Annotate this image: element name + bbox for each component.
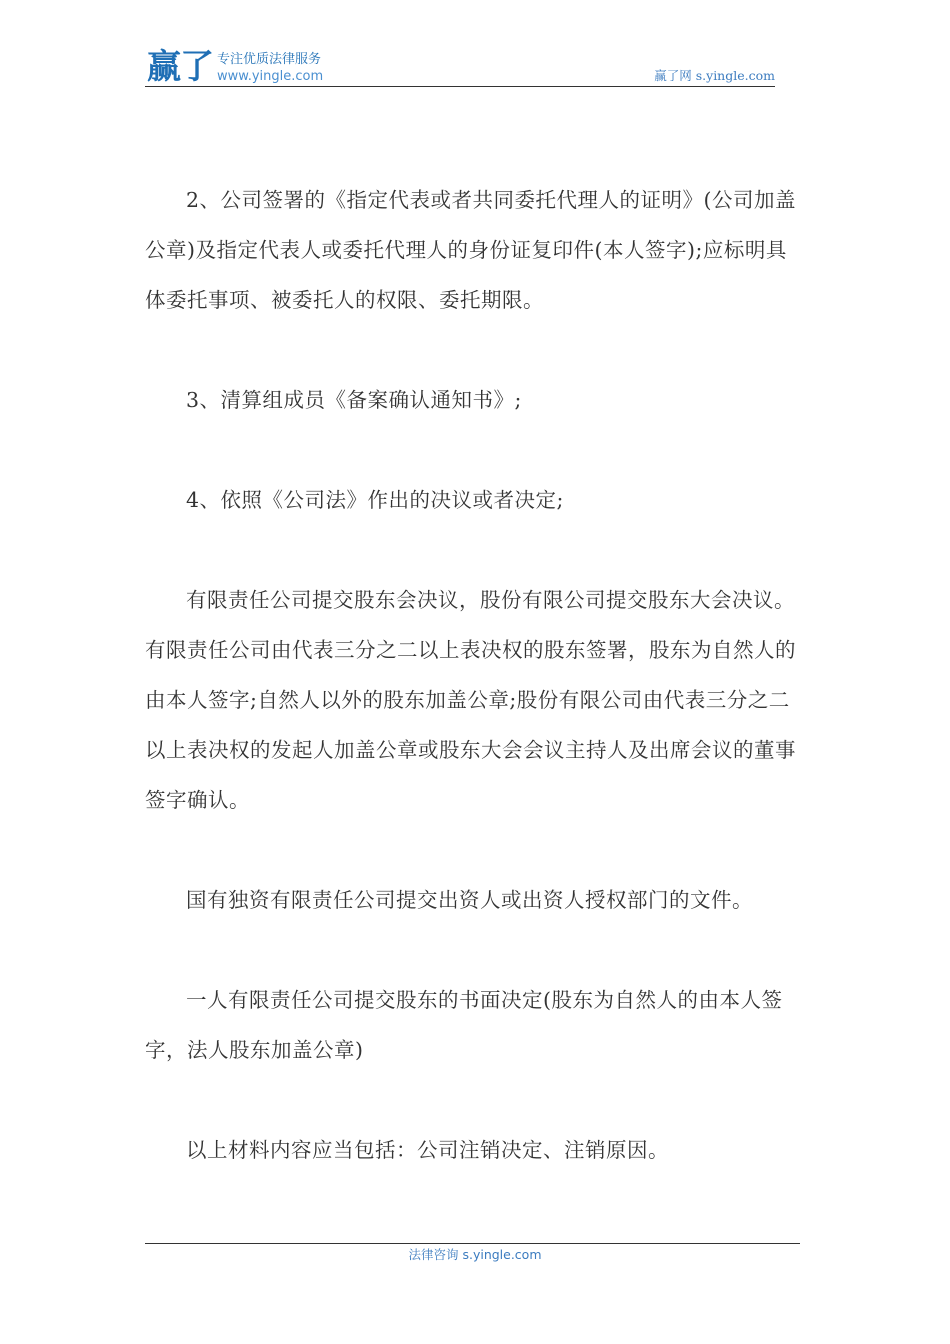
- document-body: [145, 175, 805, 1225]
- site-logo[interactable]: 赢了: [147, 47, 213, 87]
- paragraph-item-3: 3、清算组成员《备案确认通知书》;: [186, 388, 522, 412]
- footer-divider: [145, 1243, 800, 1244]
- logo-url[interactable]: www.yingle.com: [217, 69, 324, 84]
- footer-link[interactable]: 法律咨询 s.yingle.com: [408, 1247, 542, 1262]
- paragraph-summary: 以上材料内容应当包括：公司注销决定、注销原因。: [186, 1138, 669, 1162]
- paragraph-state-owned: 国有独资有限责任公司提交出资人或出资人授权部门的文件。: [186, 888, 753, 912]
- paragraph-one-person-company: 一人有限责任公司提交股东的书面决定(股东为自然人的由本人签字，法人股东加盖公章): [145, 988, 783, 1062]
- paragraph-shareholder-resolution: 有限责任公司提交股东会决议，股份有限公司提交股东大会决议。有限责任公司由代表三分之二以上表决权的股东签署，股东为自然人的由本人签字;自然人以外的股东加盖公章;股份有限公司由代表三分之二以上表决权的发起人加盖公章或股东大会会议主持人及出席会议的董事签字确认。: [145, 588, 796, 812]
- header-site-link[interactable]: 赢了网 s.yingle.com: [654, 68, 775, 83]
- page-header: [145, 48, 775, 88]
- paragraph-item-4: 4、依照《公司法》作出的决议或者决定;: [186, 488, 564, 512]
- logo-slogan: 专注优质法律服务: [217, 52, 322, 67]
- paragraph-item-2: 2、公司签署的《指定代表或者共同委托代理人的证明》(公司加盖公章)及指定代表人或委托代理人的身份证复印件(本人签字);应标明具体委托事项、被委托人的权限、委托期限。: [145, 188, 797, 312]
- header-divider: [145, 86, 775, 87]
